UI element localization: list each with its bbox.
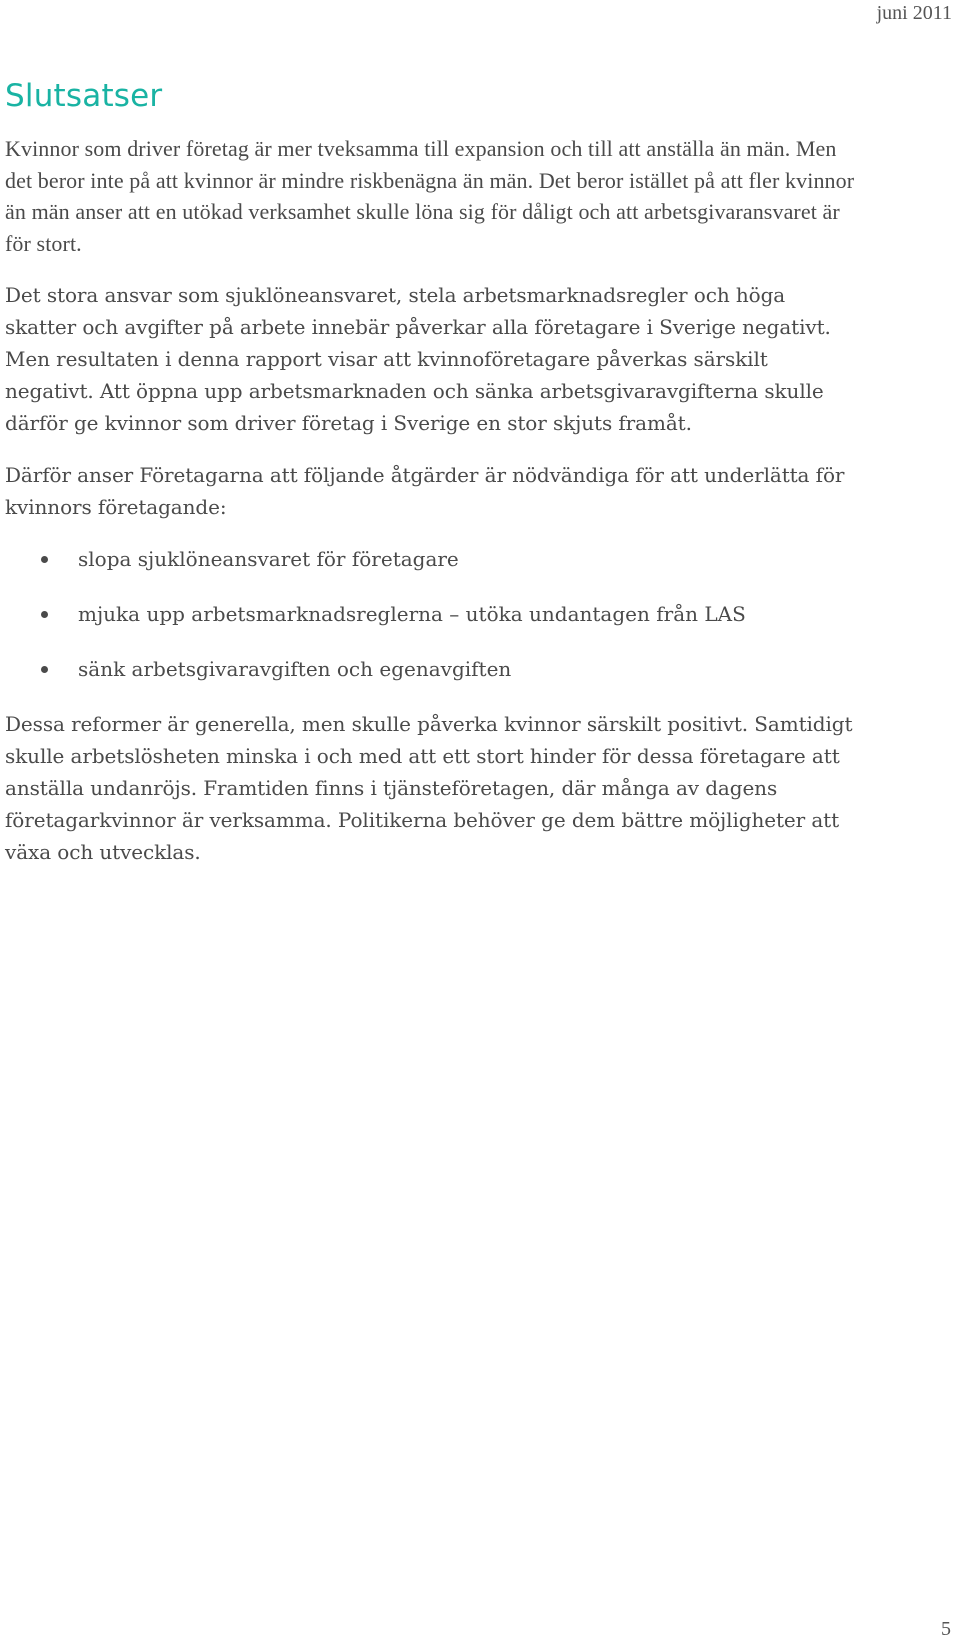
list-item <box>5 543 855 575</box>
paragraph-2: Det stora ansvar som sjuklöneansvaret, stela arbetsmarknadsregler och höga skatter och avgifter på arbete innebär påverkar alla företagare i Sverige negativt. Men resultaten i denna rapport visar att kvinnoföretagare påverkas särskilt negativt. Att öppna upp arbetsmarknaden och sänka arbetsgivaravgifterna skulle därför ge kvinnor som driver företag i Sverige en stor skjuts framåt. <box>5 283 831 436</box>
document-body <box>5 78 855 888</box>
list-item-text: sänk arbetsgivaravgiften och egenavgiften <box>78 657 512 682</box>
measures-list <box>5 543 855 685</box>
page-number: 5 <box>941 1618 951 1640</box>
bullet-icon <box>41 611 48 618</box>
header-date: juni 2011 <box>876 2 952 24</box>
section-title: Slutsatser <box>5 78 163 114</box>
list-item <box>5 598 855 630</box>
paragraph-3: Därför anser Företagarna att följande åtgärder är nödvändiga för att underlätta för kvinnors företagande: <box>5 463 845 520</box>
paragraph-1: Kvinnor som driver företag är mer tveksamma till expansion och till att anställa än män. Men det beror inte på att kvinnor är mindre riskbenägna än män. Det beror istället på att fler kvinnor än män anser att en utökad verksamhet skulle löna sig för dåligt och att arbetsgivaransvaret är för stort. <box>5 136 855 256</box>
closing-paragraph: Dessa reformer är generella, men skulle påverka kvinnor särskilt positivt. Samtidigt skulle arbetslösheten minska i och med att ett stort hinder för dessa företagare att anställa undanröjs. Framtiden finns i tjänsteföretagen, där många av dagens företagarkvinnor är verksamma. Politikerna behöver ge dem bättre möjligheter att växa och utvecklas. <box>5 712 853 865</box>
bullet-icon <box>41 556 48 563</box>
list-item-text: slopa sjuklöneansvaret för företagare <box>78 547 459 572</box>
list-item-text: mjuka upp arbetsmarknadsreglerna – utöka undantagen från LAS <box>78 602 746 627</box>
list-item <box>5 653 855 685</box>
bullet-icon <box>41 666 48 673</box>
